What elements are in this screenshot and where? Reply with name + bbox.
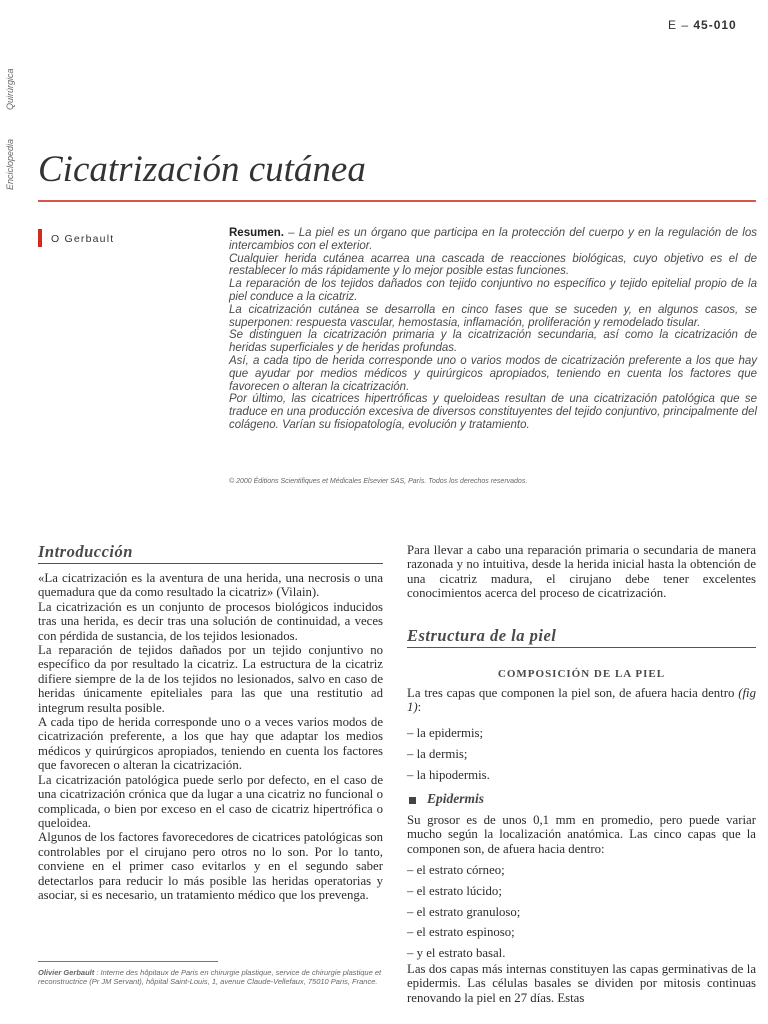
skin-layers-list [407,723,756,785]
composicion-intro [407,686,756,715]
intro-paragraph-4: A cada tipo de herida corresponde uno o a veces varios modos de cicatrización preferente, a los que hay que adaptar los medios médicos y quirúrgicos apropiados, teniendo en cuenta los factores que favorecen o alteran la cicatrización. [38,715,383,773]
abstract-dash: – [283,227,299,239]
list-item: – el estrato granuloso; [407,904,521,919]
subheading-epidermis: Epidermis [427,791,485,806]
abstract-paragraph-7: Por último, las cicatrices hipertróficas y queloideas resultan de una cicatrización patológica que se traduce en una producción excesiva de diversos constituyentes del tejido conjuntivo, principalmente del colágeno. Varían su fisiopatología, evolución y tratamiento. [229,393,757,431]
list-item: – y el estrato basal. [407,946,506,961]
epidermis-text: Su grosor es de unos 0,1 mm en promedio, pero puede variar mucho según la localización anatómica. Las cinco capas que la componen son, de afuera hacia dentro: [407,813,756,856]
title-divider [38,200,756,202]
copyright-notice: © 2000 Éditions Scientifiques et Médicales Elsevier SAS, París. Todos los derechos reservados. [229,478,528,485]
abstract [229,227,757,432]
abstract-text-1: La piel es un órgano que participa en la protección del cuerpo y en la regulación de los intercambios con el exterior. [229,227,757,252]
epidermis-strata-list [407,860,756,964]
bullet-square-icon [409,797,416,804]
list-item: – el estrato lúcido; [407,883,502,898]
section-divider-estructura [407,647,756,648]
composicion-intro-text: La tres capas que componen la piel son, de afuera hacia dentro [407,686,735,700]
list-item: – el estrato espinoso; [407,925,515,940]
basal-layer-text: Las dos capas más internas constituyen las capas germinativas de la epidermis. Las células basales se dividen por mitosis continuas renovando la piel en 27 días. Estas [407,962,756,1005]
introduccion-continued: Para llevar a cabo una reparación primaria o secundaria de manera razonada y no intuitiva, desde la herida inicial hasta la obtención de una cicatriz madura, el cirujano debe tener excelentes conocimientos acerca del proceso de cicatrización. [407,543,756,601]
abstract-paragraph-3: La reparación de los tejidos dañados con tejido conjuntivo no específico y tejido epitelial propio de la piel conduce a la cicatriz. [229,278,757,303]
abstract-paragraph-4: La cicatrización cutánea se desarrolla en cinco fases que se suceden y, en algunos casos, se superponen: respuesta vascular, hemostasia, inflamación, proliferación y remodelado tisular. [229,303,757,329]
author-accent-bar [38,229,42,247]
abstract-paragraph-5: Se distinguen la cicatrización primaria y la cicatrización secundaria, así como la cicatrización de heridas superficiales y de heridas profundas. [229,329,757,355]
figure-reference: (fig 1) [407,686,756,715]
side-label-quirurgica: Quirúrgica [5,68,15,110]
footnote-divider [38,961,218,962]
list-item: – el estrato córneo; [407,863,505,877]
section-divider-introduccion [38,563,383,564]
intro-paragraph-1: «La cicatrización es la aventura de una herida, una necrosis o una quemadura que da como resultado la cicatriz» (Vilain). [38,571,383,600]
list-item: – la epidermis; [407,726,484,740]
document-code-number: 45-010 [693,18,737,32]
abstract-paragraph-6: Así, a cada tipo de herida corresponde uno o varios modos de cicatrización preferente a los que hay que ayudar por medios médicos y quirúrgicos apropiados, teniendo en cuenta los factores que favorecen o alteran la cicatrización. [229,354,757,393]
list-item: – la dermis; [407,746,468,761]
intro-paragraph-3: La reparación de tejidos dañados por un tejido conjuntivo no específico da por resultado la cicatriz. La estructura de la cicatriz difiere siempre de la de los tejidos no lesionados, salvo en caso de heridas únicamente epiteliales para las que una restitutio ad integrum resulta posible. [38,643,383,715]
intro-paragraph-6: Algunos de los factores favorecedores de cicatrices patológicas son controlables por el cirujano pero otros no lo son. Por lo tanto, conviene en el primer caso evitarlos y en el segundo saber detectarlos para reducir lo más posible las heridas operatorias y asociar, si es necesario, un tratamiento médico que los prevenga. [38,830,383,902]
intro-paragraph-5: La cicatrización patológica puede serlo por defecto, en el caso de una cicatrización crónica que da lugar a una cicatriz no funcional o complicada, o bien por exceso en el caso de cicatriz hipertrófica o queloidea. [38,772,383,830]
footnote-affiliation: : Interne des hôpitaux de Paris en chirurgie plastique, service de chirurgie plastique et reconstructrice (Pr JM Servant), hôpital Saint-Louis, 1, avenue Claude-Vellefaux, 75010 Paris, France. [38,968,382,986]
subheading-composicion: COMPOSICIÓN DE LA PIEL [497,668,666,680]
list-item: – la hipodermis. [407,767,490,782]
introduccion-body [38,571,383,902]
section-heading-estructura: Estructura de la piel [407,626,557,645]
abstract-lead: Resumen. [229,227,284,239]
abstract-paragraph-2: Cualquier herida cutánea acarrea una cascada de reacciones biológicas, cuyo objetivo es el de restablecer lo más rápidamente y lo mejor posible estas funciones. [229,252,757,278]
author-footnote [38,968,386,986]
intro-paragraph-2: La cicatrización es un conjunto de procesos biológicos inducidos tras una herida, es decir tras una solución de continuidad, a veces con pérdida de sustancia, de los tejidos lesionados. [38,599,383,643]
side-label-enciclopedia: Enciclopedia [5,138,15,190]
article-title: Cicatrización cutánea [38,149,366,190]
abstract-paragraph-1 [229,227,757,253]
document-code [668,18,737,32]
document-code-prefix: E – [668,18,694,32]
author-name: O Gerbault [51,233,115,245]
footnote-author: Olivier Gerbault [38,968,95,977]
section-heading-introduccion: Introducción [38,542,133,561]
composicion-intro-colon: : [417,700,422,715]
